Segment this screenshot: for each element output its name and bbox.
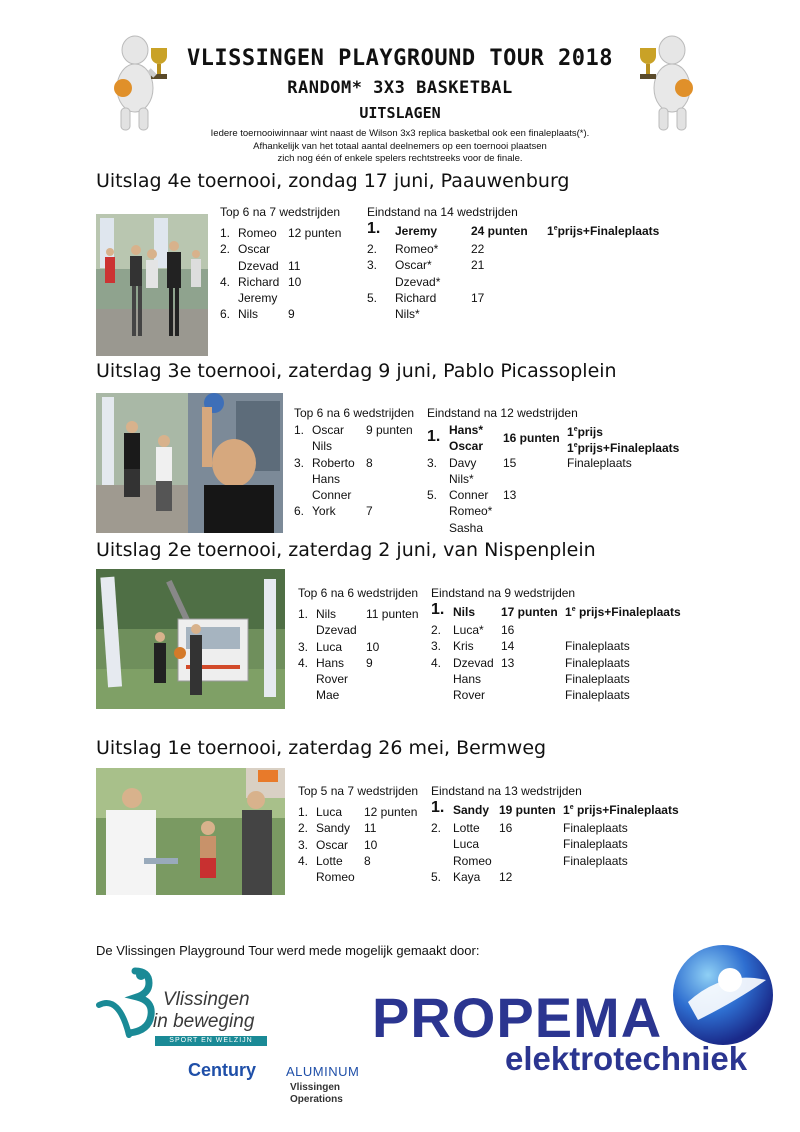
century-aluminum-logo [188,1060,388,1110]
player-name: Romeo [238,226,277,240]
player-name: Conner [312,488,352,503]
rank: 3. [427,455,438,470]
score: 9 punten [366,423,413,437]
score: 8 [366,455,373,470]
prize: Finaleplaats [563,853,628,868]
table-row [431,622,575,638]
rank: 1. [427,428,441,445]
score: 7 [366,504,373,519]
final-standings [427,404,680,536]
table-row [298,655,418,671]
player-name: Conner [449,488,489,503]
section-title: Uitslag 3e toernooi, zaterdag 9 juni, Pablo Picassoplein [96,360,617,382]
score: 22 [471,242,485,256]
player-name: Oscar [312,423,345,437]
prize-text: prijs+Finaleplaats [578,605,681,619]
table-row [431,655,630,671]
rank: 1. [431,799,445,816]
prize-suffix: e [573,442,578,450]
table-row [298,671,418,687]
table-row [298,853,418,869]
table-row [431,671,630,687]
propema-globe-icon [668,940,778,1050]
player-name: Nils* [395,307,420,322]
prize-number: 1 [567,425,574,439]
player-name: York [312,504,336,519]
player-name: Kris [453,639,474,654]
score: 9 [288,307,295,322]
intro-line: Iedere toernooiwinnaar wint naast de Wilson 3x3 replica basketbal ook een finaleplaats(*). [210,128,590,139]
top-standings [220,203,340,323]
score: 21 [471,258,485,273]
century-name: Century [188,1060,257,1080]
score: 10 [288,274,302,289]
prize [563,800,679,818]
table-row [427,455,632,471]
tournament-photo [96,569,285,709]
top-standings-header: Top 5 na 7 wedstrijden [298,784,419,798]
top-standings [298,584,418,704]
century-aluminum: ALUMINUM [286,1064,360,1079]
century-subtitle [290,1082,343,1106]
final-standings-header: Eindstand na 12 wedstrijden [427,406,578,420]
intro-text [150,128,650,166]
rank: 5. [367,290,378,305]
table-row [431,799,679,820]
tournament-photo [96,214,208,356]
prize: Finaleplaats [567,455,632,470]
rank: 4. [220,274,231,289]
rank: 5. [427,488,438,503]
player-name: Sasha [449,520,484,535]
rank: 6. [294,504,305,519]
score: 16 punten [503,431,560,445]
table-row [298,869,418,885]
score: 12 [499,869,513,884]
prize: Finaleplaats [563,821,628,835]
score: 19 punten [499,803,556,817]
player-name: Kaya [453,869,481,884]
player-name: Jeremy [238,291,278,306]
player-name: Dzevad [453,655,494,670]
section-title: Uitslag 2e toernooi, zaterdag 2 juni, van Nispenplein [96,539,596,561]
page-title: VLISSINGEN PLAYGROUND TOUR 2018 [186,46,614,71]
player-name: Dzevad [316,623,357,638]
prize: Finaleplaats [565,671,630,686]
section-title: Uitslag 1e toernooi, zaterdag 26 mei, Bermweg [96,737,547,759]
table-row [367,257,518,273]
prize-number: 1 [567,441,574,456]
table-row [298,820,418,836]
player-name: Richard [395,290,437,305]
table-row [367,306,518,322]
table-row [298,622,418,638]
rank: 5. [431,869,442,884]
intro-line: zich nog één of enkele spelers rechtstreeks voor de finale. [277,153,523,164]
prize-number: 1 [565,605,572,619]
score: 10 [366,639,380,654]
player-name: Oscar* [395,258,432,273]
player-name: Dzevad* [395,274,441,289]
rank: 2. [367,242,378,256]
player-name: Luca* [453,623,484,637]
table-row [427,471,578,487]
table-row [220,274,340,290]
table-row [427,520,578,536]
propema-name: PROPEMA [372,986,663,1049]
table-row [220,241,340,257]
final-standings [367,203,660,322]
prize-suffix: e [573,426,578,433]
tournament-photo [96,768,285,895]
player-name: Hans [453,671,482,686]
century-sub-line: Vlissingen [290,1082,341,1093]
score: 13 [501,655,515,670]
table-row [294,487,414,503]
score: 11 punten [366,607,419,621]
vib-name-line1: Vlissingen [163,989,250,1010]
prize-suffix: e [571,606,576,613]
player-name: Romeo [316,870,355,885]
table-row [220,225,340,241]
rank: 2. [431,821,442,835]
table-row [427,503,578,519]
player-name: Oscar [316,837,349,852]
score: 10 [364,837,378,852]
score: 9 [366,655,373,670]
player-name: Nils* [449,471,474,486]
player-name: Oscar [449,439,484,454]
table-row [294,455,414,471]
rank: 4. [298,853,309,868]
player-name: Nils [453,605,476,619]
table-row [220,306,340,322]
rank: 2. [220,242,231,257]
table-row [431,853,628,869]
player-name: Luca [316,805,343,819]
final-standings-header: Eindstand na 14 wedstrijden [367,205,518,219]
score: 14 [501,639,515,654]
prize: Finaleplaats [565,655,630,670]
table-row [294,503,414,519]
score: 11 [288,258,301,273]
player-name: Luca [316,639,343,654]
prize-text: prijs+Finaleplaats [577,441,680,456]
top-standings [298,782,418,885]
prize-suffix: e [569,804,574,811]
score: 15 [503,455,517,470]
sponsor-intro: De Vlissingen Playground Tour werd mede mogelijk gemaakt door: [96,943,480,958]
score: 17 punten [501,605,558,619]
table-row [431,820,628,836]
table-row [294,471,414,487]
table-row [431,687,630,703]
table-row [431,638,630,654]
intro-line: Afhankelijk van het totaal aantal deelnemers op een toernooi plaatsen [253,140,547,152]
rank: 1. [298,607,309,621]
player-name: Sandy [316,821,351,836]
prize-number: 1 [547,224,554,238]
rank: 3. [298,639,309,654]
score: 13 [503,488,517,503]
prize-text: prijs+Finaleplaats [576,803,679,817]
table-row [367,241,518,257]
rank: 3. [294,455,305,470]
table-row [427,422,680,456]
rank: 6. [220,307,231,322]
player-name: Nils [312,439,332,454]
table-row [294,422,414,438]
player-name: Hans [312,471,341,486]
player-name: Romeo* [449,504,493,519]
score: 24 punten [471,224,528,238]
final-standings-header: Eindstand na 9 wedstrijden [431,586,576,600]
score: 12 punten [288,226,342,240]
top-standings-header: Top 6 na 6 wedstrijden [294,406,415,420]
table-row [298,837,418,853]
player-name: Romeo [453,853,492,868]
vib-name-line2: in beweging [153,1011,255,1032]
prize: Finaleplaats [565,688,630,703]
table-row [367,290,518,306]
final-standings [431,584,681,703]
player-name: Rover [453,688,486,703]
rank: 3. [431,639,442,654]
score: 17 [471,290,485,305]
table-row [431,836,628,852]
table-row [367,220,660,241]
century-sub-line: Operations [290,1094,343,1105]
player-name: Roberto [312,455,355,470]
score: 16 [501,623,515,637]
score: 8 [364,853,371,868]
table-row [220,258,340,274]
page-heading-results: UITSLAGEN [359,104,441,122]
player-name: Romeo* [395,242,439,256]
player-name: Richard [238,274,280,289]
prize [565,602,681,620]
player-name: Lotte [316,853,343,868]
prize: Finaleplaats [565,639,630,654]
score: 12 punten [364,805,418,819]
table-row [298,687,418,703]
table-row [298,606,418,622]
rank: 1. [367,220,381,237]
player-name: Nils [316,607,336,621]
table-row [220,290,340,306]
player-name: Hans [316,655,345,670]
rank: 1. [298,805,309,819]
rank: 2. [298,821,309,836]
top-standings [294,404,414,520]
player-name: Sandy [453,803,490,817]
table-row [298,639,418,655]
table-row [367,274,518,290]
prize [547,221,659,239]
rank: 3. [298,837,309,852]
player-name: Jeremy [395,224,438,238]
player-name: Dzevad [238,258,279,273]
table-row [431,869,582,885]
vib-tagline: SPORT EN WELZIJN [155,1036,267,1046]
propema-subtitle: elektrotechniek [505,1040,748,1077]
rank: 2. [431,623,442,637]
player-name: Davy [449,455,477,470]
tournament-photo [96,393,283,533]
rank: 1. [431,601,445,618]
player-name: Nils [238,307,258,322]
top-standings-header: Top 6 na 6 wedstrijden [298,586,419,600]
table-row [298,804,418,820]
table-row [294,438,414,454]
final-standings [431,782,679,885]
rank: 1. [294,423,305,437]
page-subtitle: RANDOM* 3X3 BASKETBAL [287,78,513,98]
page-header [0,0,800,170]
table-row [431,601,681,622]
rank: 4. [298,655,309,670]
prize-text: prijs+Finaleplaats [557,224,660,238]
rank: 3. [367,258,378,273]
prize: Finaleplaats [563,837,628,852]
prize-number: 1 [563,803,570,817]
prize-text: prijs [577,425,603,439]
vlissingen-in-beweging-logo [95,965,275,1047]
final-standings-header: Eindstand na 13 wedstrijden [431,784,582,798]
player-name: Oscar [238,242,271,257]
rank: 1. [220,226,231,240]
player-name: Hans* [449,423,484,437]
vib-mark-icon [95,965,165,1047]
score: 11 [364,821,377,836]
prize-suffix: e [553,225,558,232]
top-standings-header: Top 6 na 7 wedstrijden [220,205,341,219]
player-name: Rover [316,672,349,687]
player-name: Mae [316,688,340,703]
player-name: Lotte [453,821,480,835]
player-name: Luca [453,837,480,852]
rank: 4. [431,655,442,670]
score: 16 [499,821,513,835]
section-title: Uitslag 4e toernooi, zondag 17 juni, Paauwenburg [96,170,570,192]
table-row [427,487,578,503]
